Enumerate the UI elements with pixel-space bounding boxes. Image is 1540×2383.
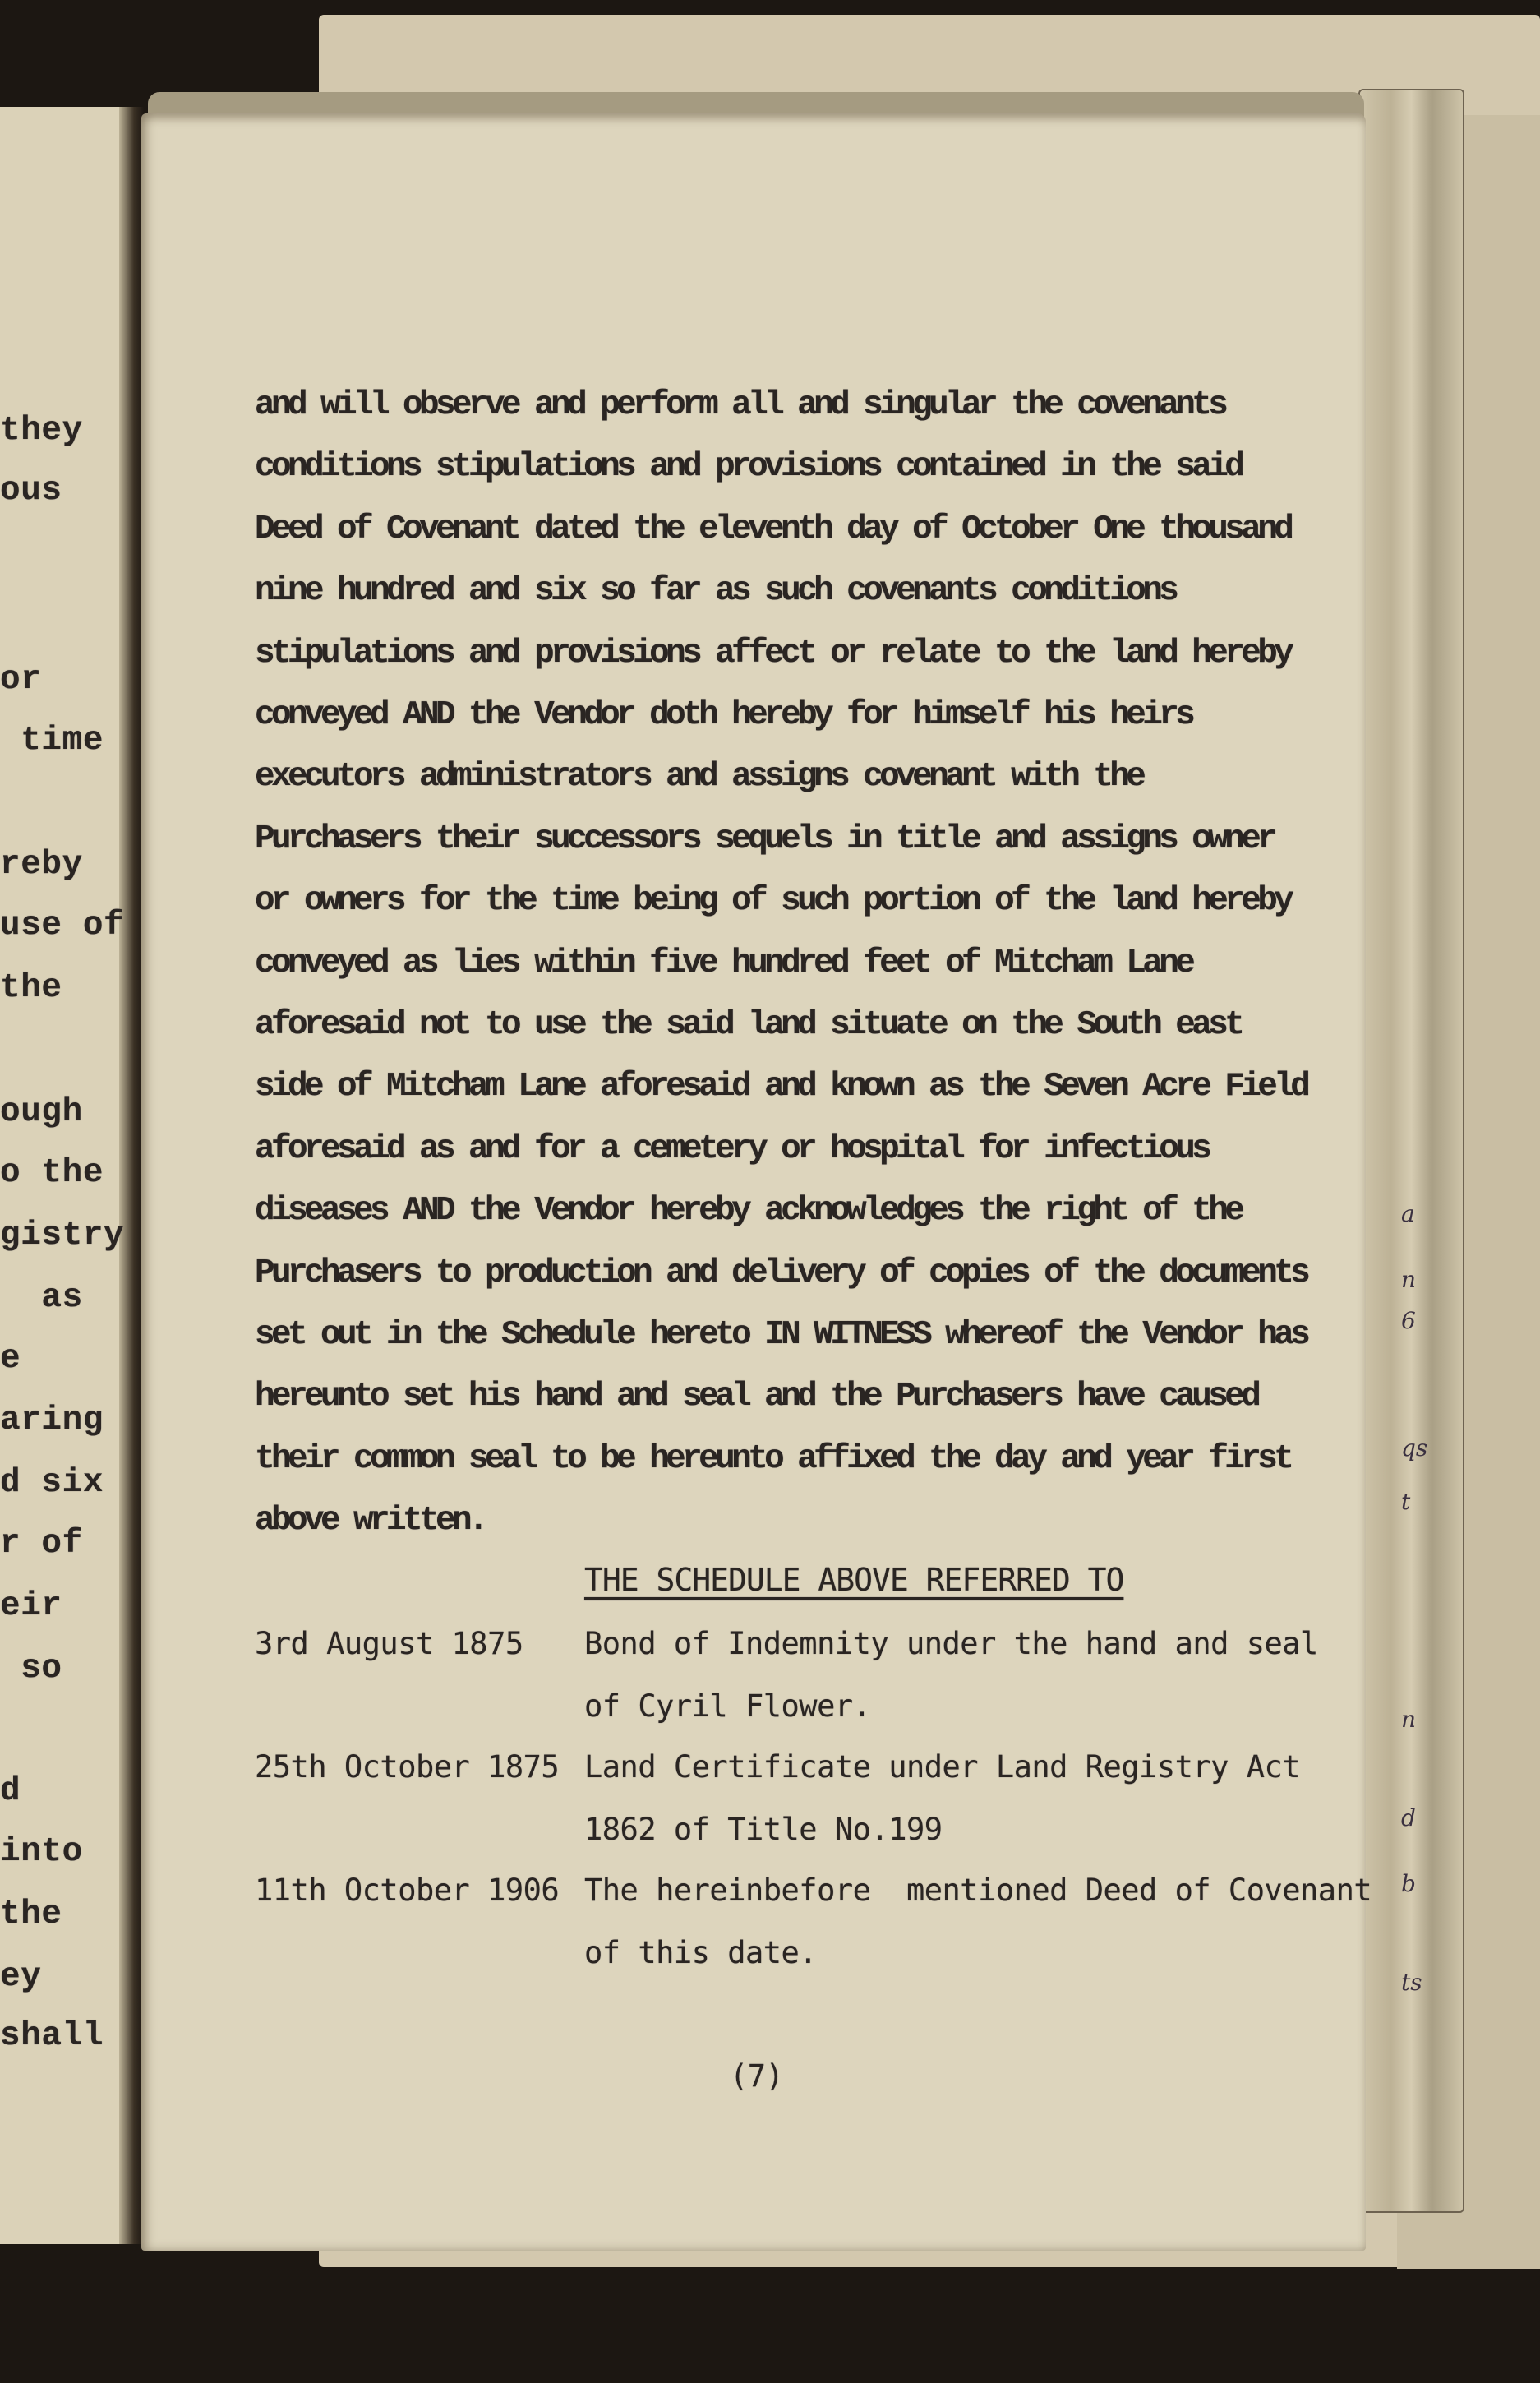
schedule-description: Bond of Indemnity under the hand and seal bbox=[584, 1626, 1318, 1661]
schedule-description: Land Certificate under Land Registry Act bbox=[584, 1749, 1301, 1785]
left-page-fragment: time bbox=[0, 722, 104, 760]
left-page-fragment: so bbox=[0, 1650, 62, 1688]
main-page bbox=[141, 113, 1366, 2251]
body-line: conditions stipulations and provisions contained in the said bbox=[255, 448, 1242, 486]
page-number: (7) bbox=[730, 2058, 784, 2094]
schedule-date: 11th October 1906 bbox=[255, 1873, 560, 1908]
left-page-fragment: the bbox=[0, 969, 62, 1007]
left-page-fragment: o the bbox=[0, 1154, 104, 1192]
left-page-fragment: d bbox=[0, 1772, 21, 1810]
margin-mark: ts bbox=[1401, 1969, 1422, 1996]
margin-mark: d bbox=[1401, 1804, 1416, 1831]
margin-mark: qs bbox=[1401, 1434, 1428, 1462]
left-page-fragment: ous bbox=[0, 472, 62, 510]
body-line: Purchasers their successors sequels in title and assigns owner bbox=[255, 820, 1275, 858]
left-page-fragment: shall bbox=[0, 2017, 104, 2055]
body-line: nine hundred and six so far as such covenants conditions bbox=[255, 572, 1176, 610]
left-page-fragment: r of bbox=[0, 1525, 83, 1563]
left-page-fragment: or bbox=[0, 661, 42, 699]
schedule-heading: THE SCHEDULE ABOVE REFERRED TO bbox=[584, 1562, 1124, 1598]
body-line: Deed of Covenant dated the eleventh day of October One thousand bbox=[255, 510, 1291, 548]
left-page-fragment: use of bbox=[0, 907, 125, 944]
left-page-fragment: aring bbox=[0, 1402, 104, 1439]
left-page-fragment: reby bbox=[0, 846, 83, 884]
body-line: side of Mitcham Lane aforesaid and known as the Seven Acre Field bbox=[255, 1068, 1307, 1106]
left-page-fragment: d six bbox=[0, 1464, 104, 1502]
schedule-date: 3rd August 1875 bbox=[255, 1626, 523, 1661]
body-line: and will observe and perform all and singular the covenants bbox=[255, 386, 1225, 424]
book-gutter bbox=[119, 107, 144, 2244]
body-line: above written. bbox=[255, 1502, 486, 1540]
margin-mark: n bbox=[1401, 1706, 1417, 1733]
schedule-description: The hereinbefore mentioned Deed of Covenant bbox=[584, 1873, 1372, 1908]
left-page-fragment: eir bbox=[0, 1587, 62, 1625]
body-line: Purchasers to production and delivery of copies of the documents bbox=[255, 1254, 1307, 1292]
left-page-fragment: ough bbox=[0, 1093, 83, 1131]
margin-mark: a bbox=[1401, 1200, 1415, 1227]
schedule-description: of Cyril Flower. bbox=[584, 1688, 871, 1724]
margin-mark: n bbox=[1401, 1266, 1417, 1293]
body-line: aforesaid not to use the said land situate on the South east bbox=[255, 1006, 1242, 1044]
body-line: stipulations and provisions affect or relate to the land hereby bbox=[255, 635, 1291, 672]
body-line: aforesaid as and for a cemetery or hospital for infectious bbox=[255, 1130, 1209, 1168]
body-line: executors administrators and assigns covenant with the bbox=[255, 758, 1143, 796]
left-page-fragment: e bbox=[0, 1340, 21, 1378]
left-page-fragment: gistry bbox=[0, 1217, 125, 1254]
left-page-fragment: into bbox=[0, 1833, 83, 1871]
body-line: or owners for the time being of such portion of the land hereby bbox=[255, 882, 1291, 920]
left-page-fragment: the bbox=[0, 1896, 62, 1933]
schedule-date: 25th October 1875 bbox=[255, 1749, 560, 1785]
body-line: diseases AND the Vendor hereby acknowledges the right of the bbox=[255, 1192, 1242, 1230]
margin-mark: 6 bbox=[1401, 1307, 1416, 1334]
left-page-fragment: they bbox=[0, 412, 83, 450]
left-page-fragment: as bbox=[0, 1279, 83, 1317]
schedule-description: of this date. bbox=[584, 1935, 818, 1970]
body-line: set out in the Schedule hereto IN WITNESS whereof the Vendor has bbox=[255, 1316, 1307, 1354]
body-line: conveyed as lies within five hundred feet of Mitcham Lane bbox=[255, 944, 1192, 982]
margin-mark: b bbox=[1401, 1870, 1416, 1897]
schedule-description: 1862 of Title No.199 bbox=[584, 1812, 943, 1847]
body-line: hereunto set his hand and seal and the Purchasers have caused bbox=[255, 1378, 1258, 1415]
body-line: conveyed AND the Vendor doth hereby for himself his heirs bbox=[255, 696, 1192, 734]
margin-mark: t bbox=[1401, 1488, 1411, 1515]
left-page-fragment: ey bbox=[0, 1958, 42, 1996]
body-line: their common seal to be hereunto affixed the day and year first bbox=[255, 1440, 1291, 1478]
